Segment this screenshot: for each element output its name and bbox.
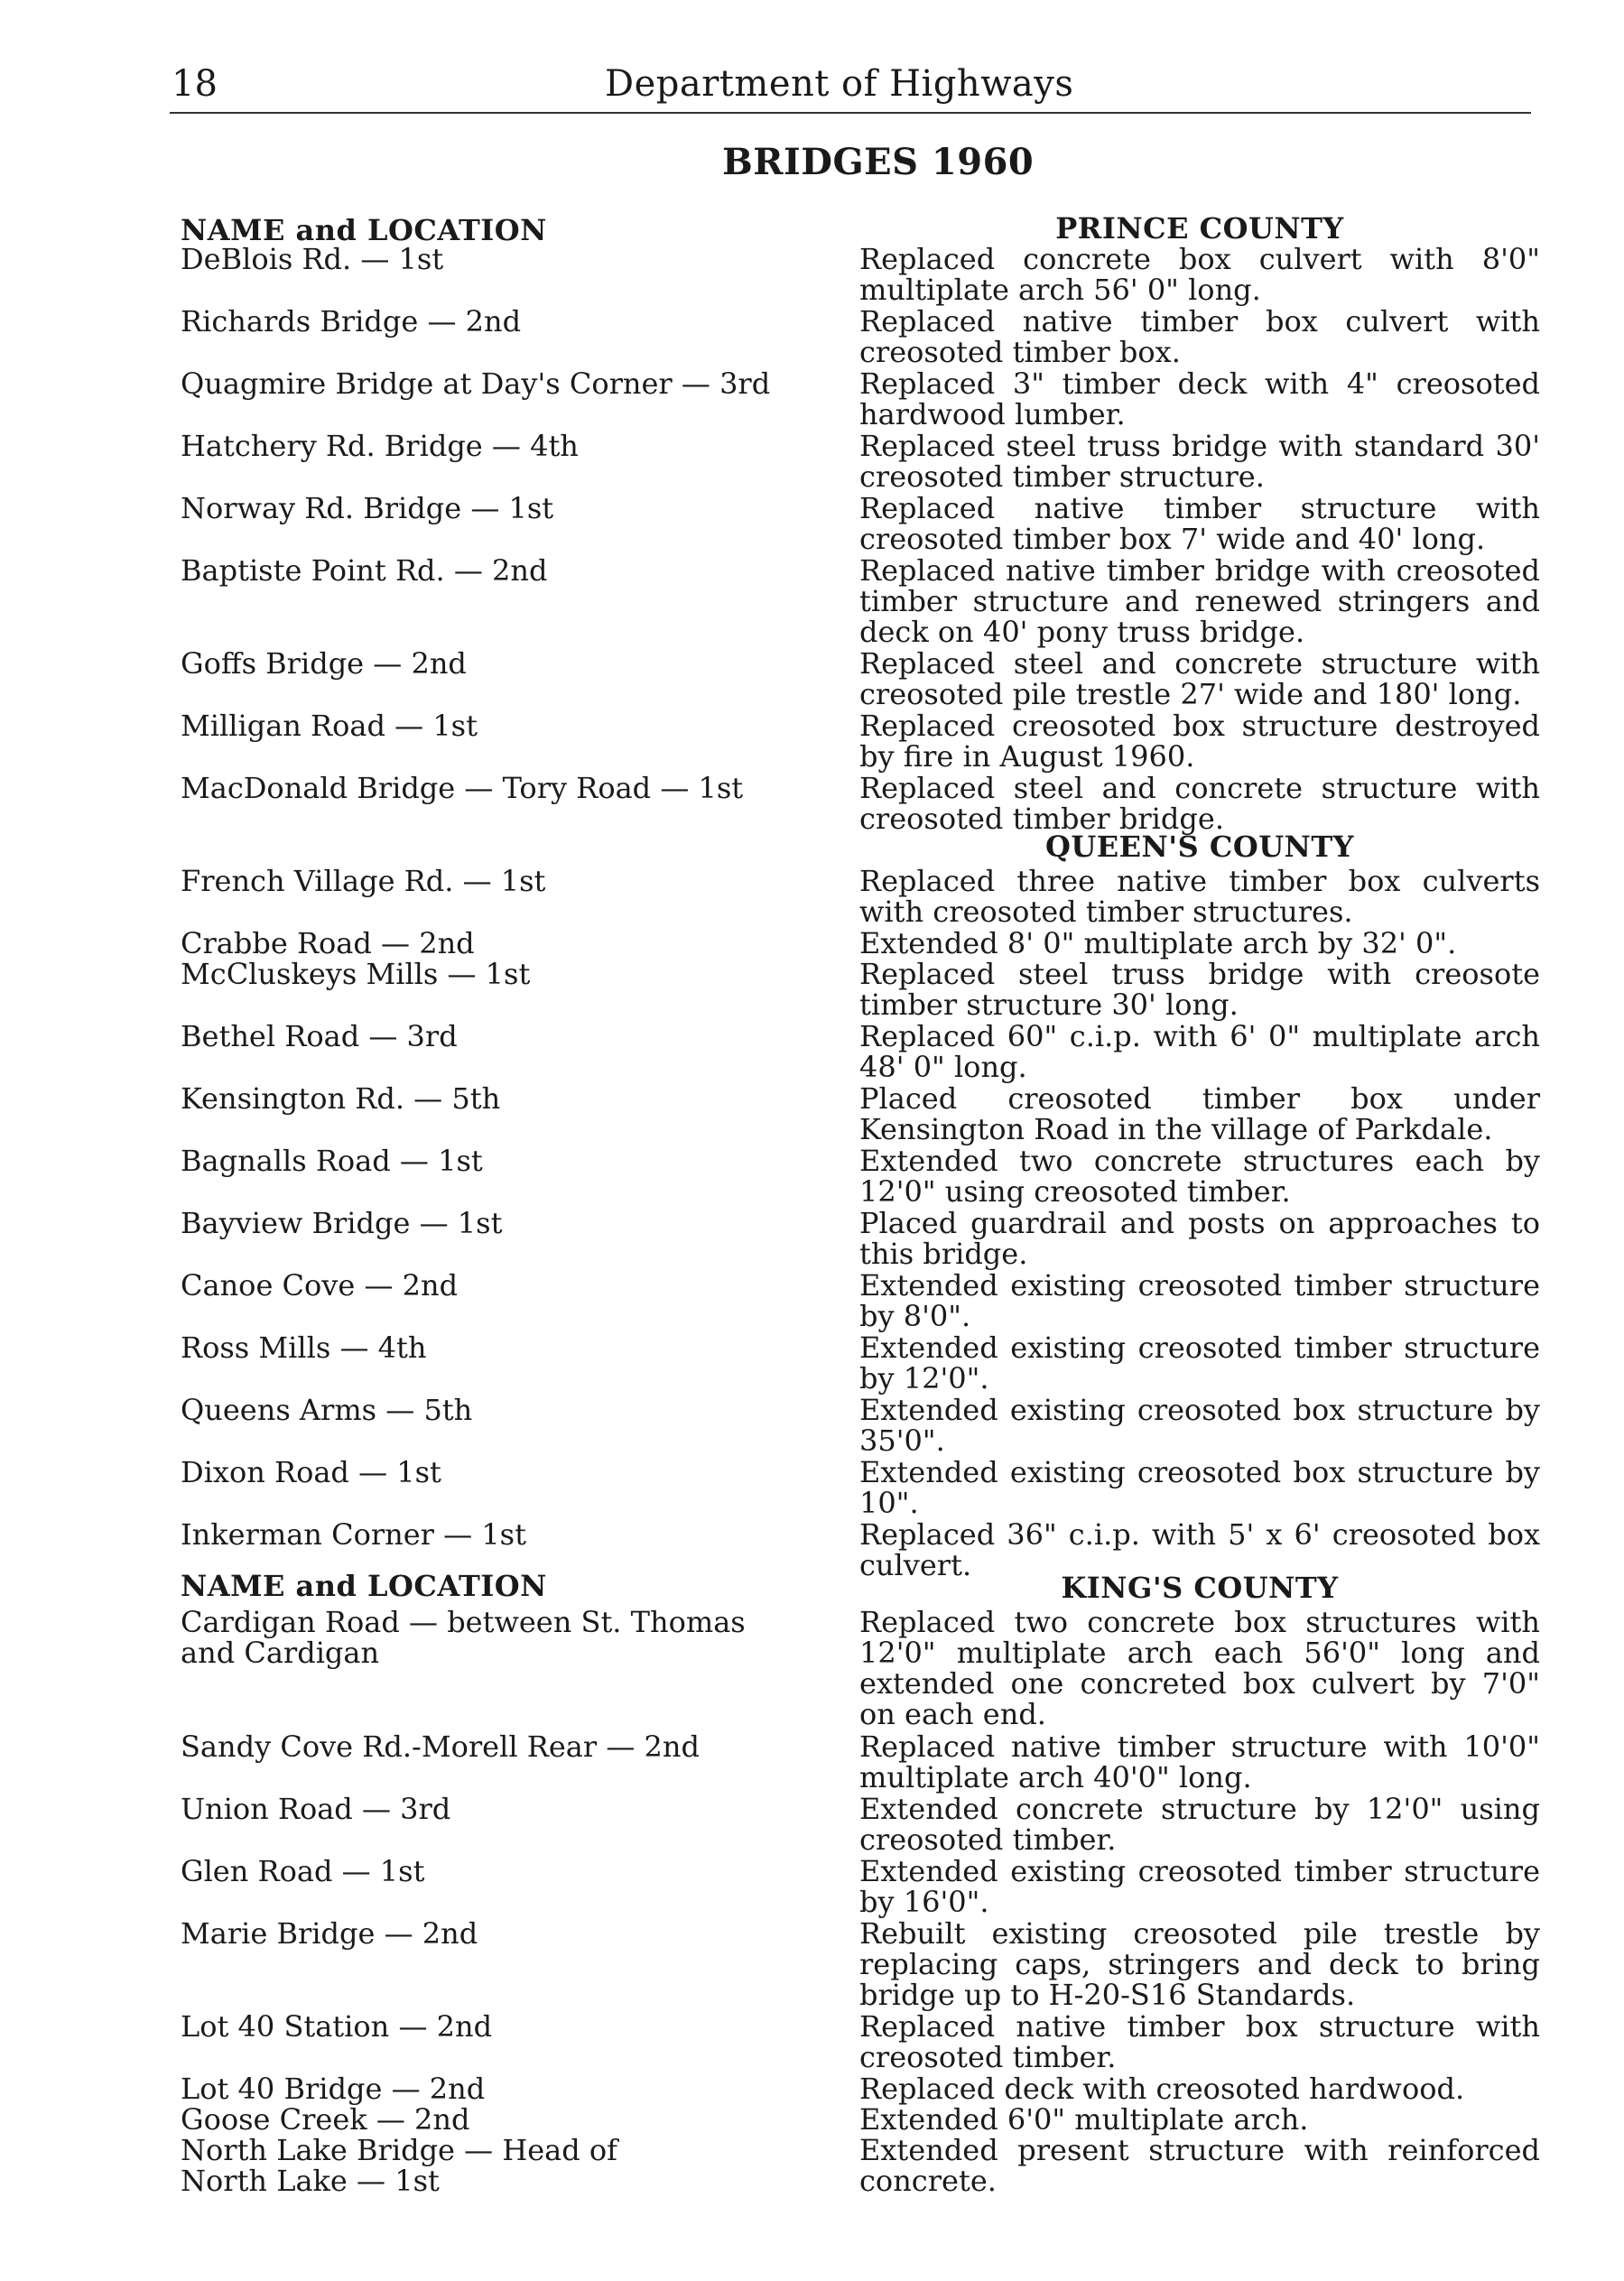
bridge-name: Cardigan Road — between St. Thomas and Cardigan — [181, 1605, 746, 1670]
work-description: Extended concrete structure by 12'0" using creosoted timber. — [859, 1792, 1540, 1857]
county-header-prince: PRINCE COUNTY — [1055, 211, 1344, 246]
page-title: BRIDGES 1960 — [722, 141, 1035, 183]
work-description: Extended existing creosoted timber structure by 12'0". — [859, 1331, 1540, 1395]
bridge-name: Bethel Road — 3rd — [181, 1019, 458, 1053]
bridge-name: MacDonald Bridge — Tory Road — 1st — [181, 771, 744, 805]
county-header-kings: KING'S COUNTY — [1061, 1571, 1339, 1605]
county-header-queens: QUEEN'S COUNTY — [1044, 830, 1354, 864]
work-description: Placed guardrail and posts on approaches to this bridge. — [859, 1206, 1540, 1271]
work-description: Replaced three native timber box culverts with creosoted timber structures. — [859, 864, 1540, 929]
bridge-name: French Village Rd. — 1st — [181, 864, 546, 898]
work-description: Rebuilt existing creosoted pile trestle by replacing caps, stringers and deck to bring bridge up to H-20-S16 Standards. — [859, 1916, 1540, 2012]
work-description: Extended present structure with reinforced concrete. — [859, 2133, 1540, 2198]
work-description: Placed creosoted timber box under Kensington Road in the village of Parkdale. — [859, 1081, 1540, 1146]
work-description: Extended existing creosoted box structure by 10". — [859, 1455, 1540, 1520]
bridge-name: Glen Road — 1st — [181, 1854, 425, 1888]
bridge-name: Baptiste Point Rd. — 2nd — [181, 553, 548, 588]
bridge-name: Marie Bridge — 2nd — [181, 1916, 478, 1951]
work-description: Replaced native timber box structure with creosoted timber. — [859, 2009, 1540, 2074]
bridge-name: McCluskeys Mills — 1st — [181, 957, 531, 991]
work-description: Replaced steel truss bridge with creosote timber structure 30' long. — [859, 957, 1540, 1022]
bridge-name: Inkerman Corner — 1st — [181, 1517, 526, 1552]
column-header: NAME and LOCATION — [181, 213, 547, 247]
bridge-name: Canoe Cove — 2nd — [181, 1268, 459, 1303]
work-description: Replaced 60" c.i.p. with 6' 0" multiplate arch 48' 0" long. — [859, 1019, 1540, 1084]
work-description: Replaced steel truss bridge with standard 30' creosoted timber structure. — [859, 429, 1540, 494]
work-description: Replaced native timber bridge with creosoted timber structure and renewed stringers and deck on 40' pony truss bridge. — [859, 553, 1540, 649]
work-description: Replaced two concrete box structures with 12'0" multiplate arch each 56'0" long and extended one concreted box culvert by 7'0" on each end. — [859, 1605, 1540, 1731]
work-description: Replaced native timber structure with creosoted timber box 7' wide and 40' long. — [859, 491, 1540, 556]
bridge-name: Kensington Rd. — 5th — [181, 1081, 501, 1116]
work-description: Replaced 3" timber deck with 4" creosoted hardwood lumber. — [859, 366, 1540, 431]
bridge-name: DeBlois Rd. — 1st — [181, 242, 444, 276]
bridge-name: Hatchery Rd. Bridge — 4th — [181, 429, 579, 463]
bridge-name: Quagmire Bridge at Day's Corner — 3rd — [181, 366, 771, 401]
work-description: Replaced concrete box culvert with 8'0" multiplate arch 56' 0" long. — [859, 242, 1540, 307]
bridge-name: Union Road — 3rd — [181, 1792, 451, 1826]
page-number: 18 — [172, 63, 218, 105]
bridge-name: Ross Mills — 4th — [181, 1331, 427, 1365]
work-description: Extended existing creosoted box structure by 35'0". — [859, 1393, 1540, 1458]
work-description: Replaced creosoted box structure destroyed by fire in August 1960. — [859, 709, 1540, 774]
work-description: Extended existing creosoted timber structure by 16'0". — [859, 1854, 1540, 1919]
work-description: Replaced native timber structure with 10'0" multiplate arch 40'0" long. — [859, 1729, 1540, 1794]
work-description: Replaced native timber box culvert with creosoted timber box. — [859, 304, 1540, 369]
bridge-name: Queens Arms — 5th — [181, 1393, 473, 1427]
work-description: Extended 6'0" multiplate arch. — [859, 2102, 1309, 2137]
bridge-name: Lot 40 Bridge — 2nd — [181, 2072, 486, 2106]
bridge-name: Bagnalls Road — 1st — [181, 1144, 483, 1178]
header-rule — [170, 112, 1531, 114]
running-head: Department of Highways — [605, 63, 1074, 105]
bridge-name: Milligan Road — 1st — [181, 709, 478, 743]
work-description: Replaced 36" c.i.p. with 5' x 6' creosoted box culvert. — [859, 1517, 1540, 1582]
bridge-name: Dixon Road — 1st — [181, 1455, 441, 1489]
bridge-name: Goffs Bridge — 2nd — [181, 646, 467, 681]
bridge-name: North Lake Bridge — Head of North Lake — 1st — [181, 2133, 618, 2198]
work-description: Extended 8' 0" multiplate arch by 32' 0". — [859, 926, 1457, 960]
bridge-name: Crabbe Road — 2nd — [181, 926, 475, 960]
bridge-name: Bayview Bridge — 1st — [181, 1206, 503, 1240]
work-description: Replaced steel and concrete structure with creosoted pile trestle 27' wide and 180' long. — [859, 646, 1540, 711]
column-header: NAME and LOCATION — [181, 1569, 547, 1603]
work-description: Replaced deck with creosoted hardwood. — [859, 2072, 1465, 2106]
bridge-name: Goose Creek — 2nd — [181, 2102, 470, 2137]
bridge-name: Richards Bridge — 2nd — [181, 304, 522, 338]
work-description: Replaced steel and concrete structure with creosoted timber bridge. — [859, 771, 1540, 836]
bridge-name: Norway Rd. Bridge — 1st — [181, 491, 554, 525]
bridge-name: Lot 40 Station — 2nd — [181, 2009, 493, 2044]
work-description: Extended two concrete structures each by 12'0" using creosoted timber. — [859, 1144, 1540, 1209]
bridge-name: Sandy Cove Rd.-Morell Rear — 2nd — [181, 1729, 700, 1764]
work-description: Extended existing creosoted timber structure by 8'0". — [859, 1268, 1540, 1333]
